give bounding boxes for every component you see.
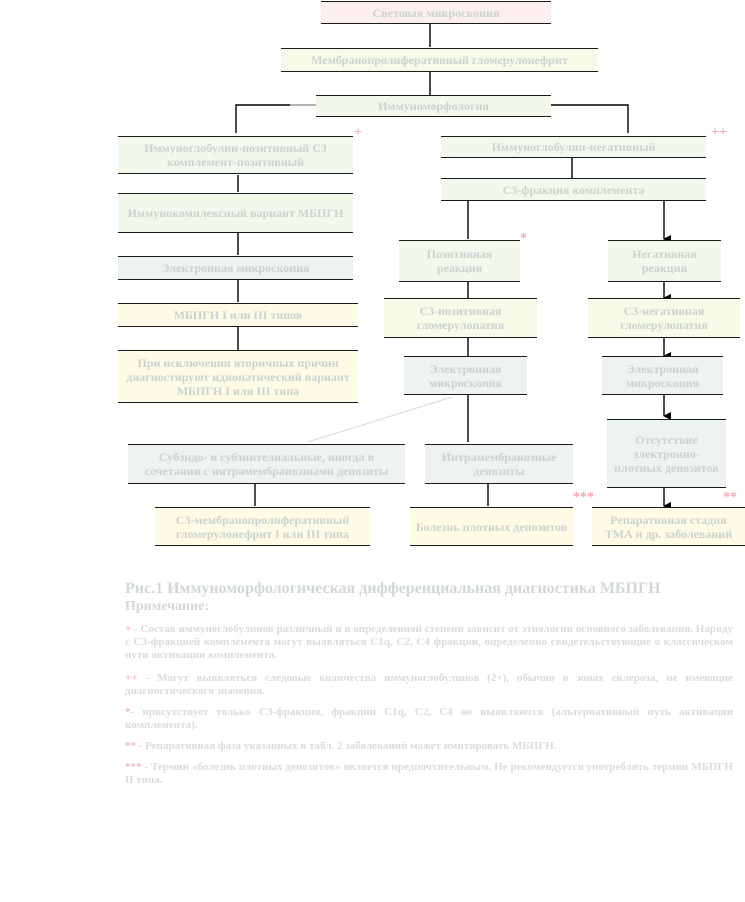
node-subendo-deposits: Субэндо- и субэпителиальные, иногда в сочетании с интрамембранозными депозиты [128, 444, 405, 484]
note-marker: ++ [125, 672, 138, 684]
marker-triple-asterisk: *** [573, 490, 594, 505]
node-c3-fraction: С3-фракция комплемента [441, 178, 706, 201]
node-immunocomplex-variant: Иммунокомплексный вариант МБПГН [118, 193, 353, 233]
node-em-right: Электронная микроскопия [602, 356, 723, 395]
marker-double-asterisk: ** [723, 490, 737, 505]
node-c3-negative-gp: С3-негативная гломерулопатия [588, 298, 740, 338]
marker-plus-plus: ++ [711, 125, 727, 140]
note-heading: Примечание: [125, 599, 210, 614]
connector [550, 105, 628, 133]
node-c3-mpgn: С3-мембранопролиферативный гломерулонефрит I или III типа [155, 507, 370, 546]
connector-faint [308, 397, 452, 442]
note-item [125, 761, 733, 787]
node-secondary-causes: При исключении вторичных причин диагностируют идиопатический вариант МБПГН I или III типа [118, 350, 358, 403]
connector [236, 105, 316, 133]
node-ig-positive: Иммуноглобулин-позитивный С3 комплемент-позитивный [118, 136, 353, 174]
node-negative-reaction: Негативная реакция [608, 240, 721, 282]
note-marker: * [125, 706, 131, 718]
node-dense-deposit-disease: Болезнь плотных депозитов [410, 507, 573, 546]
node-light-microscopy: Световая микроскопия [321, 1, 551, 24]
node-no-dense-deposits: Отсутствие электронно-плотных депозитов [607, 419, 726, 488]
note-item [125, 706, 733, 732]
node-intramembranous: Интрамембранозные депозиты [425, 444, 573, 484]
note-text: - Состав иммуноглобулинов различный и в определенной степени зависит от этиологии основного заболевания. Наряду с С3-фракцией комплемента могут выявляться С1q, C2, C4 фракции, определенно свидетельствующие о классическом пути активации комплемента. [125, 623, 733, 661]
note-marker: *** [125, 761, 142, 773]
note-item [125, 740, 733, 753]
marker-asterisk: * [520, 231, 527, 246]
note-text: - присутствует только С3-фракция, фракции С1q, C2, C4 не выявляются (альтернативный путь активации комплемента). [125, 706, 733, 731]
note-text: - Репаративная фаза указанных в табл. 2 заболеваний может имитировать МБПГН. [136, 740, 557, 752]
figure-title: Рис.1 Иммуноморфологическая дифференциальная диагностика МБПГН [125, 580, 661, 597]
note-marker: + [125, 623, 132, 635]
node-reparative-stage: Репаративная стадия ТМА и др. заболеваний [592, 507, 745, 546]
node-em-middle: Электронная микроскопия [404, 356, 527, 395]
note-item [125, 623, 733, 662]
node-c3-positive-gp: С3-позитивная гломерулопатия [384, 298, 537, 338]
note-item [125, 672, 733, 698]
node-immunomorphology: Иммуноморфология [316, 95, 551, 117]
node-mpgn: Мембранопролиферативный гломерулонефрит [281, 48, 598, 72]
node-positive-reaction: Позитивная реакция [399, 240, 520, 282]
marker-plus: + [354, 125, 362, 140]
note-text: - Могут выявляться следовые количества иммуноглобулинов (2+), обычно в зонах склероза, не имеющие диагностического значения. [125, 672, 733, 697]
node-mpgn-types: МБПГН I или III типов [118, 303, 358, 327]
note-marker: ** [125, 740, 136, 752]
note-text: - Термин «болезнь плотных депозитов» является предпочтительным. Не рекомендуется употреблять термин МБПГН II типа. [125, 761, 733, 786]
node-em-left: Электронная микроскопия [118, 256, 353, 280]
node-ig-negative: Иммуноглобулин-негативный [441, 136, 706, 158]
